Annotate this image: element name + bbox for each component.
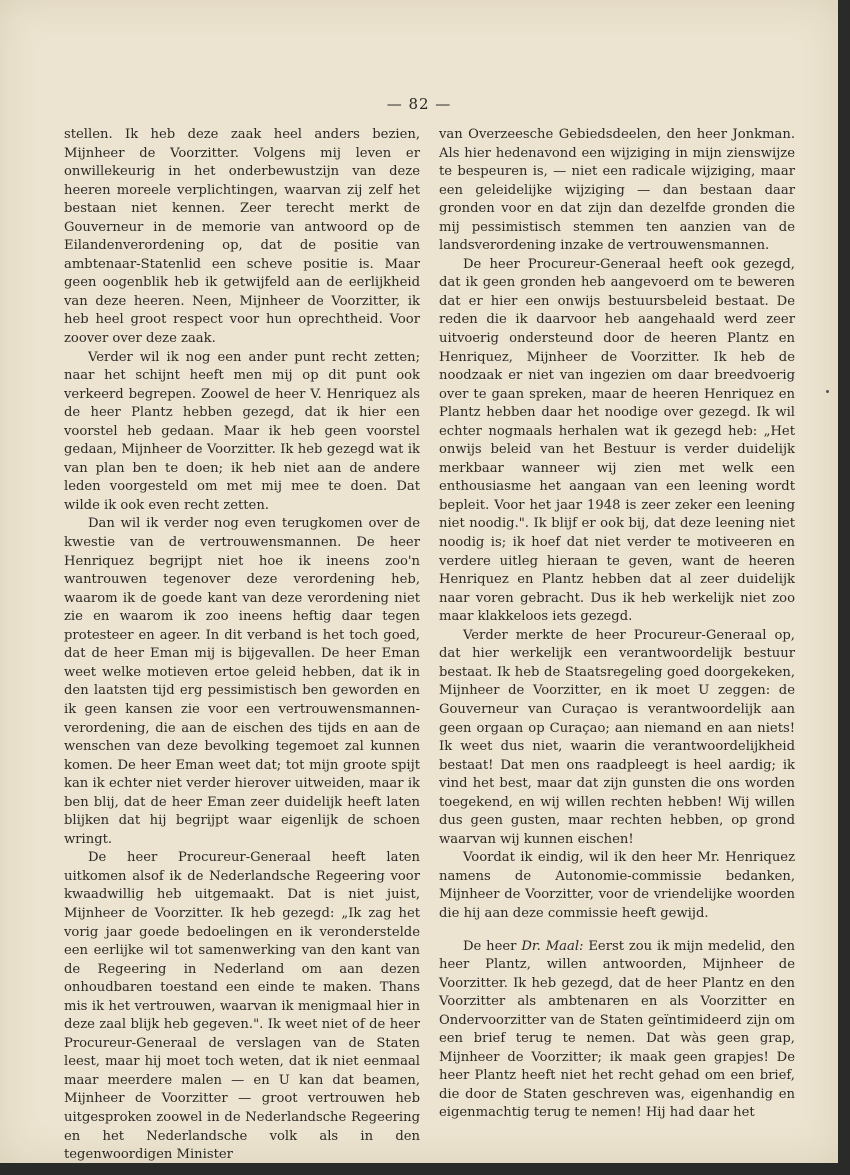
speaker-name: Dr. Maal: (521, 938, 584, 954)
paragraph: van Overzeesche Gebiedsdeelen, den heer Jonkman. Als hier hedenavond een wijziging in mijn zienswijze te bespeuren is, — niet een radicale wijziging, maar een geleidelijke wijziging — dan bestaan daar gronden voor en dat zijn dan dezelfde gronden die mij pessimistisch stemmen ten aanzien van de landsverordening inzake de vertrouwensmannen. (439, 127, 795, 254)
paragraph: Verder wil ik nog een ander punt recht zetten; naar het schijnt heeft men mij op dit punt ook verkeerd begrepen. Zoowel de heer V. Henriquez als de heer Plantz hebben gezegd, dat ik hier een voorstel heb gedaan. Maar ik heb geen voorstel gedaan, Mijnheer de Voorzitter. Ik heb gezegd wat ik van plan ben te doen; ik heb niet aan de andere leden voorgesteld om met mij mee te doen. Dat wilde ik ook even recht zetten. (64, 349, 420, 513)
paragraph: Verder merkte de heer Procureur-Generaal op, dat hier werkelijk een verantwoordelijk bestuur bestaat. Ik heb de Staatsregeling goed doorgekeken, Mijnheer de Voorzitter, en ik moet U zeggen: de Gouverneur van Curaçao is verantwoordelijk aan geen orgaan op Curaçao; aan niemand en aan niets! Ik weet dus niet, waarin die verantwoordelijkheid bestaat! Dat men ons raadpleegt is heel aardig; ik vind het best, maar dat zijn gunsten die ons worden toegekend, en wij willen rechten hebben! Wij willen dus geen gusten, maar rechten hebben, op grond waarvan wij kunnen eischen! (439, 627, 795, 847)
right-column (439, 126, 795, 1123)
paragraph: De heer Procureur-Generaal heeft laten uitkomen alsof ik de Nederlandsche Regeering voor kwaadwillig heb uitgemaakt. Dat is niet juist, Mijnheer de Voorzitter. Ik heb gezegd: „Ik zag het vorig jaar goede bedoelingen en ik veronderstelde een eerlijke wil tot samenwerking van den kant van de Regeering in Nederland om aan dezen onhoudbaren toestand een einde te maken. Thans mis ik het vertrouwen, waarvan ik menigmaal hier in deze zaal blijk heb gegeven.". Ik weet niet of de heer Procureur-Generaal de verslagen van de Staten leest, maar hij moet toch weten, dat ik niet eenmaal maar meerdere malen — en U kan dat beamen, Mijnheer de Voorzitter — groot vertrouwen heb uitgesproken zoowel in de Nederlandsche Regeering en het Nederlandsche volk als in den tegenwoordigen Minister (64, 850, 420, 1163)
speaker-paragraph (439, 938, 795, 1123)
speaker-intro: De heer (463, 938, 522, 954)
paper-speck (826, 390, 829, 393)
paragraph: De heer Procureur-Generaal heeft ook gezegd, dat ik geen gronden heb aangevoerd om te beweren dat er hier een onwijs bestuursbeleid bestaat. De reden die ik daarvoor heb aangehaald werd zeer uitvoerig ondersteund door de heeren Plantz en Henriquez, Mijnheer de Voorzitter. Ik heb de noodzaak er niet van ingezien om daar breedvoerig over te gaan spreken, maar de heeren Henriquez en Plantz hebben daar het noodige over gezegd. Ik wil echter nogmaals herhalen wat ik gezegd heb: „Het onwijs beleid van het Bestuur is verder duidelijk merkbaar wanneer wij zien met welk een enthousiasme het aangaan van een leening wordt bepleit. Voor het jaar 1948 is zeer zeker een leening niet noodig.". Ik blijf er ook bij, dat deze leening niet noodig is; ik hoef dat niet verder te motiveeren en verdere uitleg hieraan te geven, want de heeren Henriquez en Plantz hebben dat al zeer duidelijk naar voren gebracht. Dus ik heb werkelijk niet zoo maar klakkeloos iets gezegd. (439, 256, 795, 625)
paragraph: Dan wil ik verder nog even terugkomen over de kwestie van de vertrouwensmannen. De heer Henriquez begrijpt niet hoe ik ineens zoo'n wantrouwen tegenover deze verordening heb, waarom ik de goede kant van deze verordening niet zie en waarom ik zoo ineens heftig daar tegen protesteer en ageer. In dit verband is het toch goed, dat de heer Eman mij is bijgevallen. De heer Eman weet welke motieven ertoe geleid hebben, dat ik in den laatsten tijd erg pessimistisch ben geworden en ik geen kansen zie voor een vertrouwensmannen-verordening, die aan de eischen des tijds en aan de wenschen van deze bevolking tegemoet zal kunnen komen. De heer Eman weet dat; tot mijn groote spijt kan ik echter niet verder hierover uitweiden, maar ik ben blij, dat de heer Eman zeer duidelijk heeft laten blijken dat hij begrijpt waar eigenlijk de schoen wringt. (64, 516, 420, 847)
paragraph: Voordat ik eindig, wil ik den heer Mr. Henriquez namens de Autonomie-commissie bedanken, Mijnheer de Voorzitter, voor de vriendelijke woorden die hij aan deze commissie heeft gewijd. (439, 850, 795, 921)
speaker-text: Eerst zou ik mijn medelid, den heer Plantz, willen antwoorden, Mijnheer de Voorzitter. Ik heb gezegd, dat de heer Plantz en den Voorzitter als ambtenaren en als Voorzitter en Ondervoorzitter van de Staten geïntimideerd zijn om een brief terug te nemen. Dat wàs geen grap, Mijnheer de Voorzitter; ik maak geen grapjes! De heer Plantz heeft niet het recht gehad om een brief, die door de Staten geschreven was, eigenhandig en eigenmachtig terug te nemen! Hij had daar het (439, 938, 795, 1121)
left-column (64, 126, 420, 1165)
page-number: — 82 — (386, 95, 452, 113)
paragraph: stellen. Ik heb deze zaak heel anders bezien, Mijnheer de Voorzitter. Volgens mij leven er onwillekeurig in het onderbewustzijn van deze heeren moreele verplichtingen, waarvan zij zelf het bestaan niet kennen. Zeer terecht merkt de Gouverneur in de memorie van antwoord op de Eilandenverordening op, dat de positie van ambtenaar-Statenlid een scheve positie is. Maar geen oogenblik heb ik getwijfeld aan de eerlijkheid van deze heeren. Neen, Mijnheer de Voorzitter, ik heb heel groot respect voor hun oprechtheid. Voor zoover over deze zaak. (64, 127, 420, 347)
